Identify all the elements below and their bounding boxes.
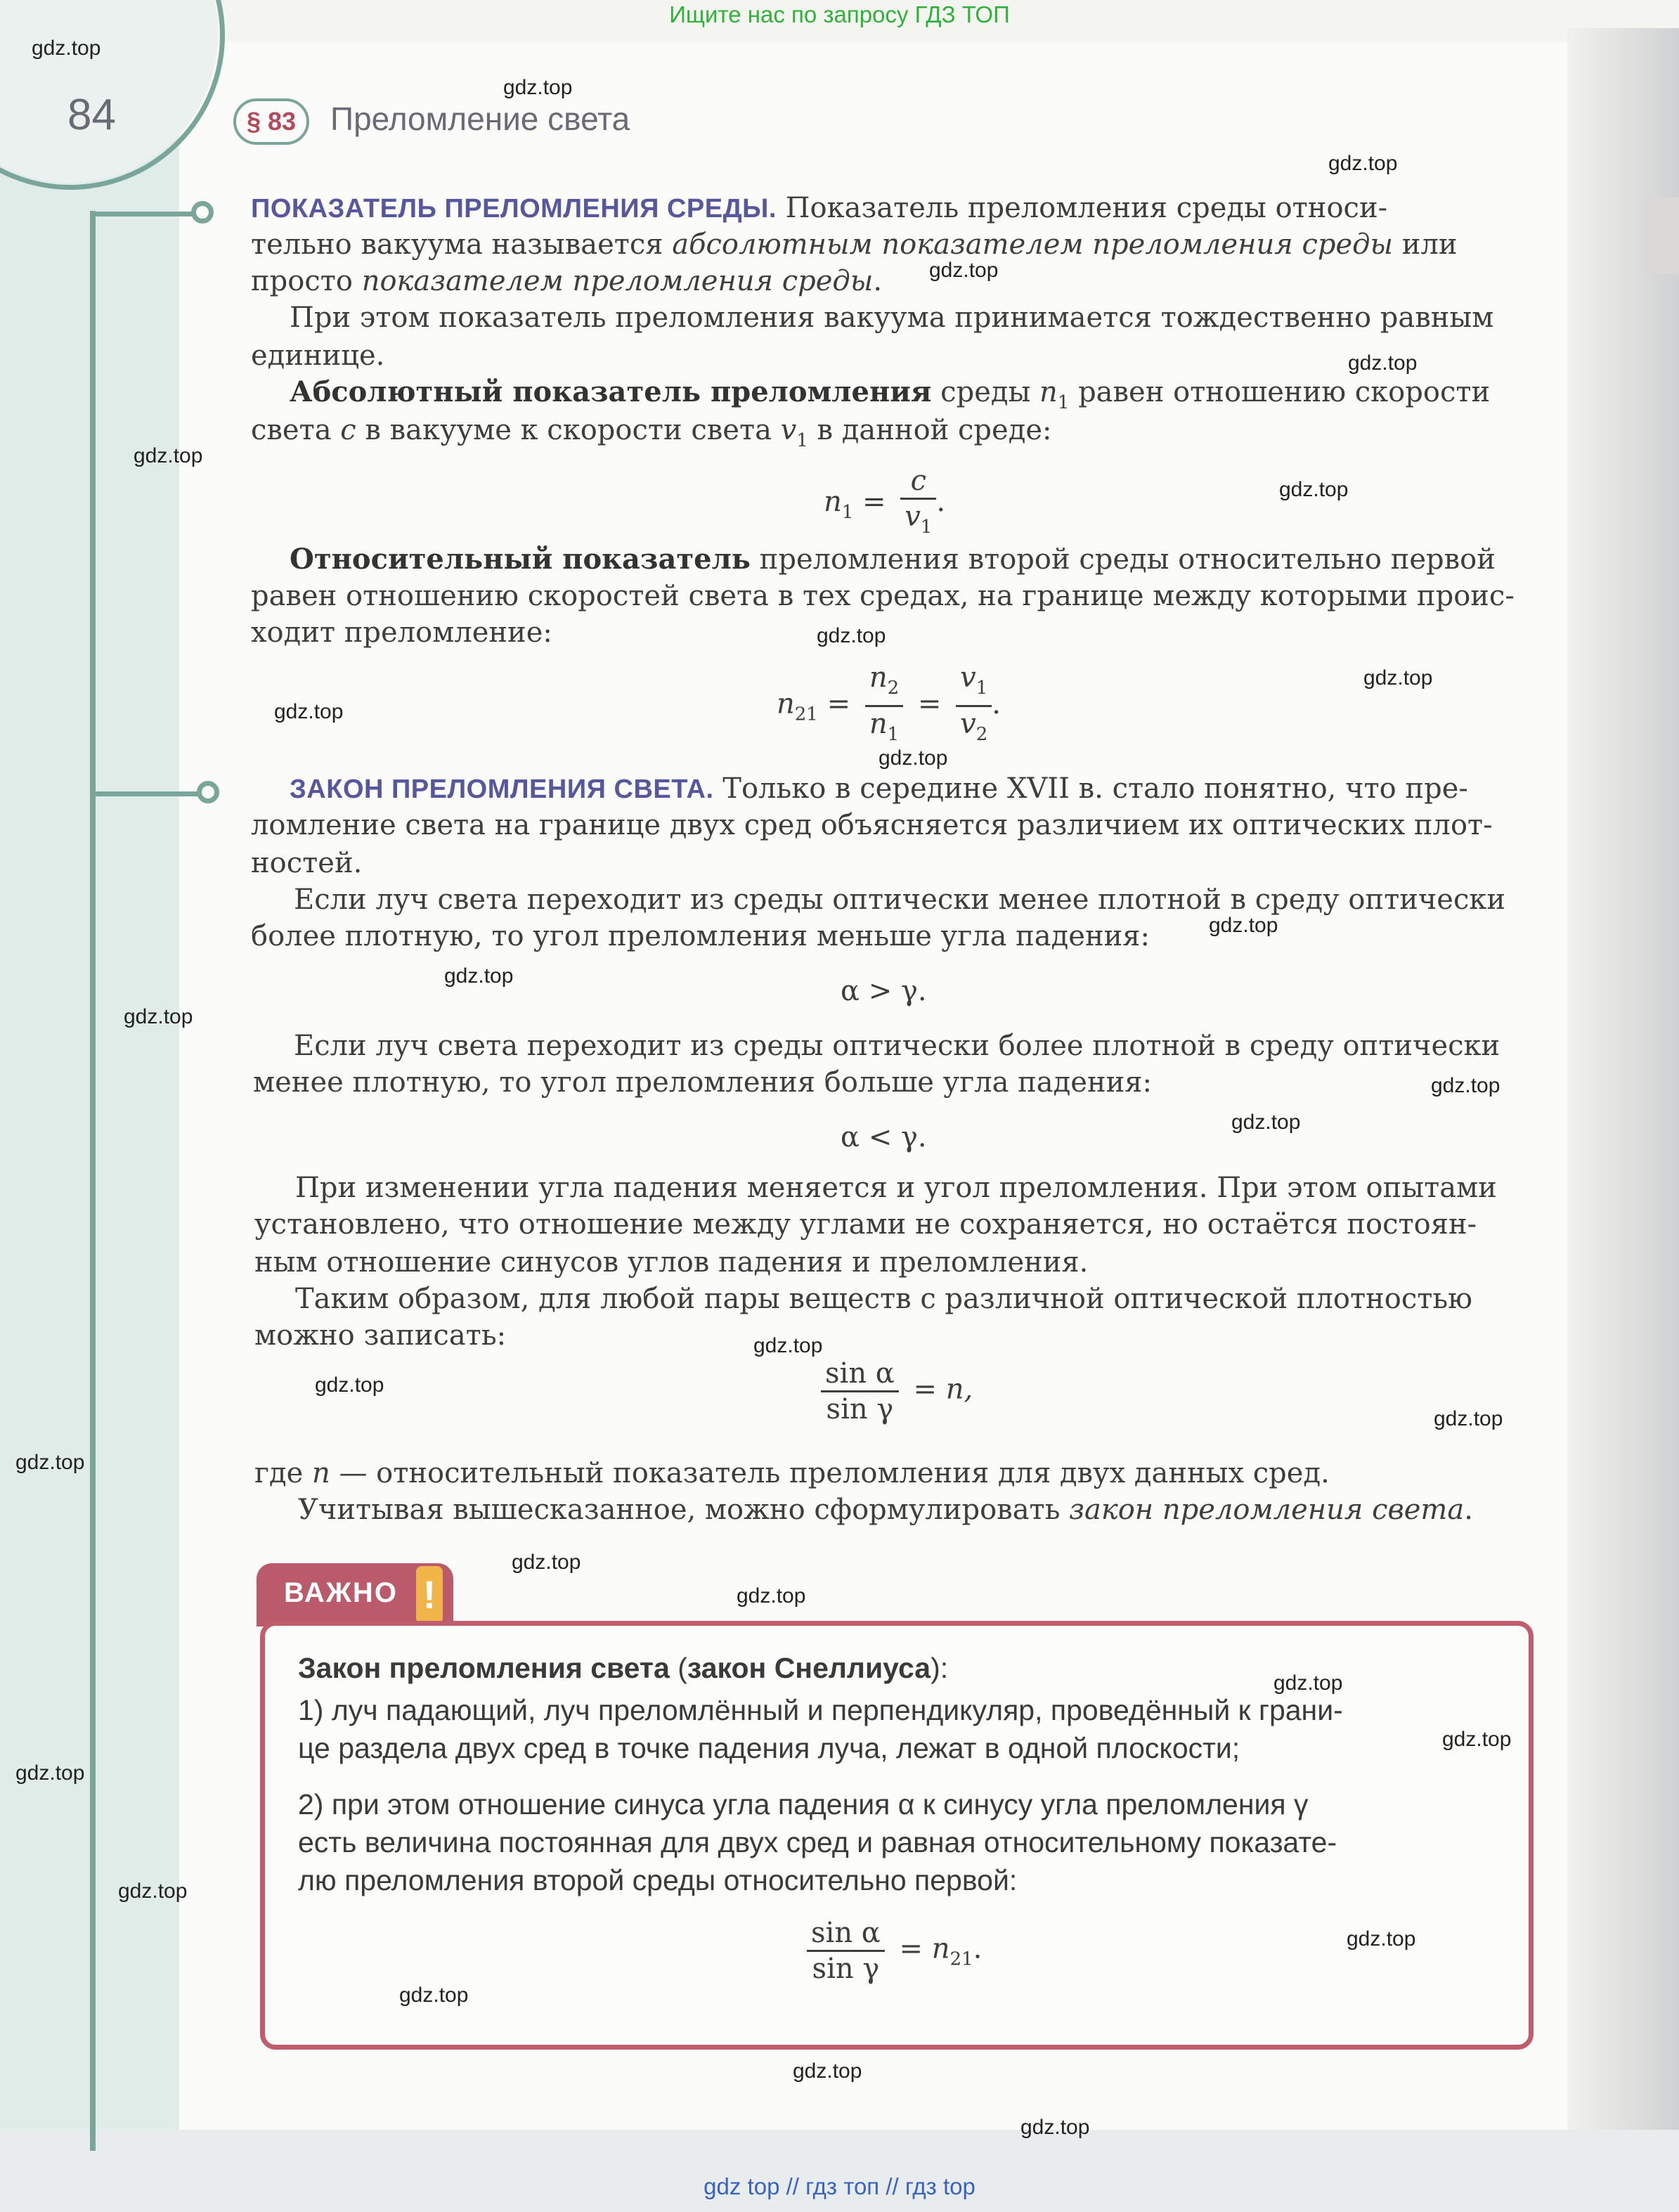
watermark: gdz.top [879, 746, 948, 770]
text-line: При этом показатель преломления вакуума принимается тождественно равным [290, 302, 1494, 334]
watermark: gdz.top [503, 76, 573, 99]
text-line: света c в вакууме к скорости света $v_1$ в данной среде: [251, 414, 1052, 451]
watermark: gdz.top [399, 1984, 469, 2007]
section-title: Преломление света [330, 101, 630, 137]
text-line: При изменении угла падения меняется и угол преломления. При этом опытами [295, 1172, 1497, 1204]
watermark: gdz.top [817, 624, 886, 647]
text-line: тельно вакуума называется абсолютным показателем преломления среды или [251, 228, 1458, 261]
timeline-line [90, 211, 96, 2151]
text-line: можно записать: [254, 1319, 507, 1352]
formula-alpha-greater: α > γ. [841, 975, 927, 1007]
subsection-heading: ПОКАЗАТЕЛЬ ПРЕЛОМЛЕНИЯ СРЕДЫ. [251, 194, 777, 224]
text-line: Таким образом, для любой пары веществ с различной оптической плотностью [295, 1283, 1472, 1315]
subsection-heading: ЗАКОН ПРЕЛОМЛЕНИЯ СВЕТА. [290, 775, 714, 804]
text-line: менее плотную, то угол преломления больше угла падения: [253, 1066, 1152, 1099]
page-number: 84 [67, 91, 116, 139]
timeline-branch [93, 212, 205, 216]
watermark: gdz.top [1020, 2116, 1090, 2139]
text-line: более плотную, то угол преломления меньше угла падения: [251, 920, 1150, 952]
book-spine-shadow [1567, 28, 1679, 2179]
watermark: gdz.top [793, 2059, 862, 2083]
timeline-node [197, 781, 219, 803]
watermark: gdz.top [1328, 152, 1398, 175]
watermark: gdz.top [1347, 1927, 1416, 1951]
law-item-2: 2) при этом отношение синуса угла падения α к синусу угла преломления γ [298, 1788, 1309, 1820]
text-line: ным отношение синусов углов падения и преломления. [254, 1246, 1089, 1279]
watermark: gdz.top [1348, 351, 1418, 375]
timeline-branch [93, 791, 211, 796]
bottom-banner[interactable]: gdz top // гдз топ // гдз top [704, 2173, 975, 2199]
page-edge-tab [1648, 197, 1679, 274]
text-line: Относительный показатель преломления второй среды относительно первой [290, 543, 1496, 576]
watermark: gdz.top [15, 1761, 85, 1785]
law-item-2-cont: есть величина постоянная для двух сред и равная относительному показате- [298, 1826, 1337, 1858]
law-item-1: 1) луч падающий, луч преломлённый и перпендикуляр, проведённый к грани- [298, 1694, 1343, 1726]
watermark: gdz.top [315, 1373, 384, 1397]
watermark: gdz.top [134, 444, 203, 467]
watermark: gdz.top [929, 259, 999, 282]
watermark: gdz.top [1442, 1728, 1512, 1751]
watermark: gdz.top [32, 37, 101, 60]
watermark: gdz.top [15, 1451, 85, 1474]
formula-alpha-less: α < γ. [841, 1121, 927, 1153]
important-label: ВАЖНО [284, 1577, 398, 1608]
watermark: gdz.top [274, 700, 344, 723]
watermark: gdz.top [118, 1880, 188, 1903]
text-line: Если луч света переходит из среды оптически более плотной в среду оптически [294, 1030, 1500, 1062]
text-line: Учитывая вышесказанное, можно сформулировать закон преломления света. [298, 1494, 1473, 1526]
watermark: gdz.top [1273, 1671, 1343, 1695]
top-banner[interactable]: Ищите нас по запросу ГДЗ ТОП [669, 1, 1010, 27]
watermark: gdz.top [512, 1551, 581, 1574]
text-line: равен отношению скоростей света в тех средах, на границе между которыми проис- [251, 580, 1515, 612]
text-line: установлено, что отношение между углами не сохраняется, но остаётся постоян- [254, 1208, 1477, 1241]
watermark: gdz.top [444, 964, 514, 988]
watermark: gdz.top [753, 1334, 823, 1357]
text-line: ЗАКОН ПРЕЛОМЛЕНИЯ СВЕТА. Только в середине XVII в. стало понятно, что пре- [290, 772, 1468, 805]
text-line: Абсолютный показатель преломления среды $n_1$ равен отношению скорости [290, 375, 1491, 413]
text-line: где n — относительный показатель преломления для двух данных сред. [254, 1457, 1330, 1489]
watermark: gdz.top [1431, 1074, 1500, 1097]
text-line: ходит преломление: [251, 616, 552, 649]
law-title: Закон преломления света (закон Снеллиуса): [298, 1652, 949, 1684]
text-line: Если луч света переходит из среды оптически менее плотной в среду оптически [294, 884, 1506, 916]
watermark: gdz.top [737, 1584, 806, 1608]
law-item-2-cont: лю преломления второй среды относительно первой: [298, 1864, 1018, 1896]
watermark: gdz.top [124, 1005, 193, 1028]
text-line: ПОКАЗАТЕЛЬ ПРЕЛОМЛЕНИЯ СРЕДЫ. Показатель преломления среды относи- [251, 192, 1388, 224]
formula-relative-index: $n_{21}$ = $\frac{n_2}{n_1}$ = $\frac{v_1}{v_2}$ . [777, 661, 1001, 745]
text-line: просто показателем преломления среды. [251, 265, 883, 297]
section-badge: § 83 [233, 98, 309, 145]
text-line: ностей. [251, 847, 363, 879]
formula-sine-ratio: $\frac{\text{sin α}}{\text{sin γ}}$ = n, [815, 1357, 973, 1426]
formula-snell-law: $\frac{\text{sin α}}{\text{sin γ}}$ = $n_{21}$. [801, 1916, 982, 1986]
watermark: gdz.top [1209, 914, 1278, 937]
text-line: единице. [251, 339, 385, 372]
timeline-node [191, 201, 214, 224]
watermark: gdz.top [1279, 478, 1349, 501]
watermark: gdz.top [1363, 666, 1433, 690]
law-item-1-cont: це раздела двух сред в точке падения луча, лежат в одной плоскости; [298, 1732, 1240, 1764]
exclamation-icon: ! [416, 1566, 443, 1624]
watermark: gdz.top [1434, 1407, 1503, 1430]
formula-absolute-index: $n_1$ = $\frac{c}{v_1}$ . [824, 465, 946, 538]
watermark: gdz.top [1231, 1111, 1301, 1134]
text-line: ломление света на границе двух сред объясняется различием их оптических плот- [251, 809, 1493, 841]
